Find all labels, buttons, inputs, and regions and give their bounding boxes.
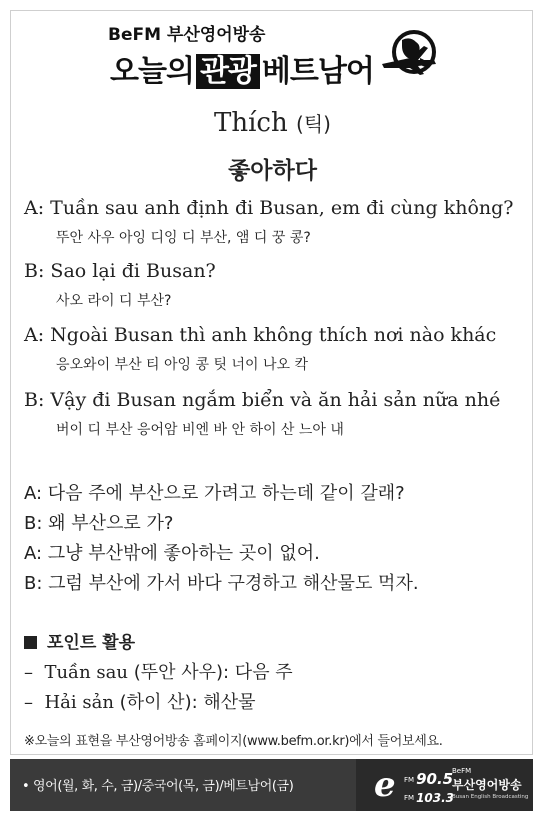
point-section-title — [24, 628, 135, 653]
dialogue-korean-reading: 응오와이 부산 티 아잉 콩 팃 너이 나오 칵 — [56, 357, 308, 373]
point-vietnamese: Tuần sau — [44, 662, 128, 683]
lesson-meaning: 좋아하다 — [228, 158, 317, 184]
point-item — [24, 688, 256, 714]
lesson-word-text: Thích — [214, 108, 288, 138]
point-korean: (하이 산): 해산물 — [119, 692, 256, 713]
lesson-word-pronunciation: (틱) — [296, 112, 331, 136]
dialogue-korean-reading: 뚜안 사우 아잉 디잉 디 부산, 앰 디 꿍 콩? — [56, 230, 311, 246]
translation-line: A: 다음 주에 부산으로 가려고 하는데 같이 갈래? — [24, 483, 405, 504]
translation-line: A: 그냥 부산밖에 좋아하는 곳이 없어. — [24, 543, 320, 564]
dialogue-vietnamese: Ngoài Busan thì anh không thích nơi nào khác — [50, 324, 497, 346]
website-note: ※오늘의 표현을 부산영어방송 홈페이지(www.befm.or.kr)에서 들어보세요. — [24, 734, 443, 749]
program-title-highlight: 관광 — [196, 54, 260, 89]
dialogue-speaker: A: — [24, 324, 45, 346]
program-title-post: 베트남어 — [261, 54, 374, 89]
dialogue-line — [24, 324, 497, 373]
program-title — [110, 46, 374, 90]
translation-line: B: 왜 부산으로 가? — [24, 513, 174, 534]
point-dash: – — [24, 692, 33, 713]
logo-brand: 부산영어방송 — [452, 778, 522, 792]
befm-logo — [356, 759, 533, 811]
dialogue-vietnamese: Sao lại đi Busan? — [50, 260, 216, 282]
globe-airplane-icon — [380, 28, 442, 80]
dialogue-vietnamese: Tuần sau anh định đi Busan, em đi cùng không? — [50, 197, 514, 219]
point-dash: – — [24, 662, 33, 683]
point-vietnamese: Hải sản — [44, 692, 114, 713]
program-title-pre: 오늘의 — [110, 54, 194, 89]
footer-bar — [10, 759, 533, 811]
dialogue-korean-reading: 버이 디 부산 응어암 비엔 바 안 하이 산 느아 내 — [56, 422, 344, 438]
frequency-2: FM 103.3 — [404, 791, 455, 805]
point-title-text: 포인트 활용 — [47, 633, 136, 653]
dialogue-speaker: B: — [24, 389, 45, 411]
logo-brand-small: BeFM — [452, 767, 472, 775]
befm-logo-letter: e — [374, 765, 396, 805]
point-korean: (뚜안 사우): 다음 주 — [133, 662, 293, 683]
broadcast-schedule: • 영어(월, 화, 수, 금)/중국어(목, 금)/베트남어(금) — [22, 779, 294, 794]
dialogue-line — [24, 197, 514, 246]
dialogue-line — [24, 389, 501, 438]
frequency-1: FM 90.5 — [404, 770, 454, 788]
translation-line: B: 그럼 부산에 가서 바다 구경하고 해산물도 먹자. — [24, 573, 419, 594]
program-header — [0, 14, 545, 94]
dialogue-vietnamese: Vậy đi Busan ngắm biển và ăn hải sản nữa nhé — [50, 389, 501, 411]
dialogue-speaker: B: — [24, 260, 45, 282]
bullet-square-icon — [24, 636, 37, 649]
station-name: BeFM 부산영어방송 — [108, 25, 266, 45]
point-item — [24, 658, 293, 684]
lesson-word — [0, 108, 545, 138]
dialogue-korean-reading: 사오 라이 디 부산? — [56, 293, 172, 309]
logo-subtitle: Busan English Broadcasting — [452, 794, 529, 800]
dialogue-speaker: A: — [24, 197, 45, 219]
dialogue-line — [24, 260, 216, 309]
